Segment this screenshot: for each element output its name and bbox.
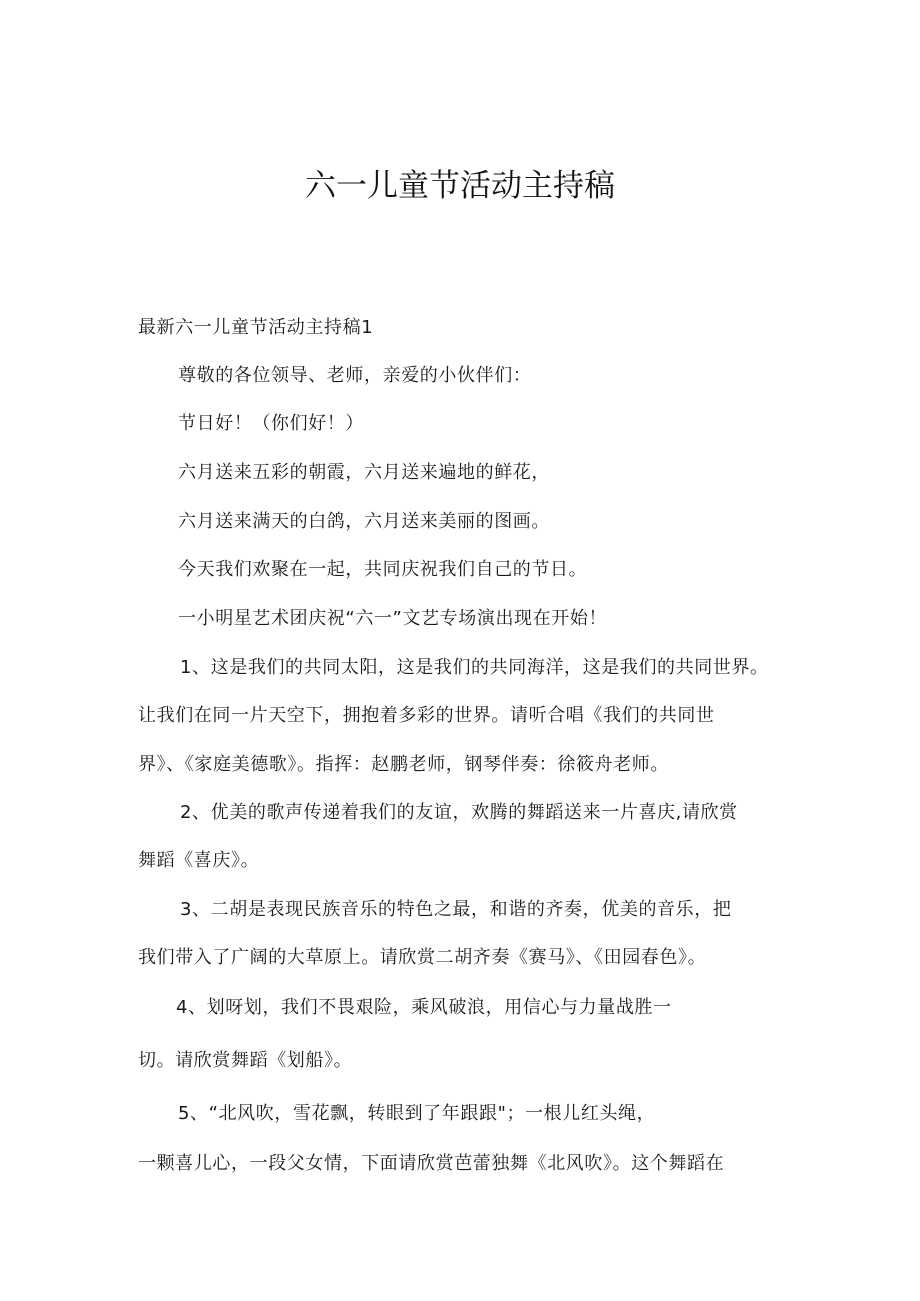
text-line: 界》、《家庭美德歌》。指挥：赵鹏老师，钢琴伴奏：徐筱舟老师。: [138, 754, 669, 775]
text-line: 让我们在同一片天空下，拥抱着多彩的世界。请听合唱《我们的共同世: [138, 705, 715, 726]
text-line: 我们带入了广阔的大草原上。请欣赏二胡齐奏《赛马》、《田园春色》。: [138, 947, 707, 968]
text-line: 一颗喜儿心，一段父女情，下面请欣赏芭蕾独舞《北风吹》。这个舞蹈在: [138, 1153, 725, 1174]
document-title: 六一儿童节活动主持稿: [305, 168, 615, 204]
text-line: 尊敬的各位领导、老师，亲爱的小伙伴们：: [178, 365, 532, 386]
section-heading: 最新六一儿童节活动主持稿1: [138, 317, 374, 338]
text-line: 3、二胡是表现民族音乐的特色之最，和谐的齐奏，优美的音乐，把: [180, 899, 732, 920]
text-line: 2、优美的歌声传递着我们的友谊，欢腾的舞蹈送来一片喜庆,请欣赏: [180, 802, 738, 823]
text-line: 舞蹈《喜庆》。: [138, 850, 260, 871]
text-line: 今天我们欢聚在一起，共同庆祝我们自己的节日。: [178, 559, 588, 580]
text-line: 5、“北风吹，雪花飘，转眼到了年跟跟"；一根儿红头绳，: [178, 1103, 656, 1124]
text-line: 一小明星艺术团庆祝“六一”文艺专场演出现在开始！: [178, 608, 608, 629]
text-line: 节日好！（你们好！）: [178, 413, 364, 434]
text-line: 4、划呀划，我们不畏艰险，乘风破浪，用信心与力量战胜一: [176, 997, 672, 1018]
text-line: 1、这是我们的共同太阳，这是我们的共同海洋，这是我们的共同世界。: [180, 657, 769, 678]
text-line: 切。请欣赏舞蹈《划船》。: [138, 1050, 353, 1071]
text-line: 六月送来满天的白鸽，六月送来美丽的图画。: [178, 511, 550, 532]
text-line: 六月送来五彩的朝霞，六月送来遍地的鲜花，: [178, 462, 550, 483]
